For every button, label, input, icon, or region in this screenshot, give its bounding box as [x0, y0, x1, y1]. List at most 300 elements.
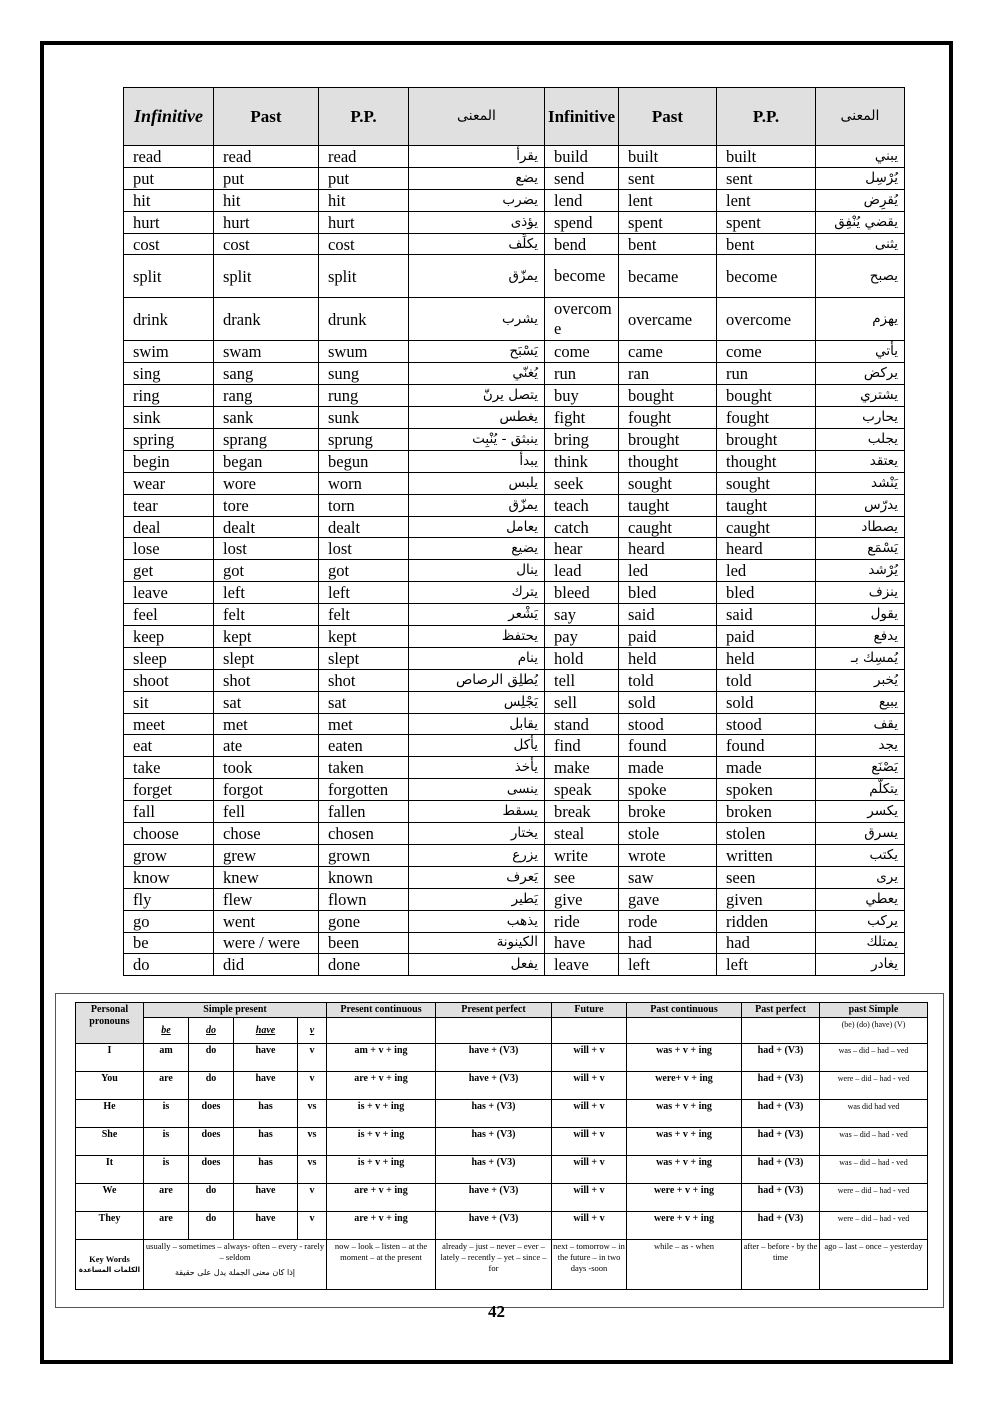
tense-cell: will + v — [552, 1044, 627, 1072]
past-participle-cell: dealt — [319, 516, 409, 538]
meaning-cell: يثنى — [816, 233, 905, 255]
tense-cell: is — [144, 1156, 189, 1184]
tense-cell: will + v — [552, 1128, 627, 1156]
infinitive-cell: choose — [124, 823, 214, 845]
tense-cell: have — [234, 1212, 298, 1240]
sub-v: v — [298, 1018, 327, 1044]
meaning-cell: يَشْعر — [409, 604, 545, 626]
verb-row — [124, 626, 905, 648]
meaning-cell: يمتلك — [816, 932, 905, 954]
page-number: 42 — [488, 1302, 505, 1321]
tense-cell: v — [298, 1184, 327, 1212]
past-participle-cell: torn — [319, 494, 409, 516]
past-participle-cell: sent — [717, 167, 816, 189]
tense-cell: She — [76, 1128, 144, 1156]
meaning-cell: ينال — [409, 560, 545, 582]
meaning-cell: يدرّس — [816, 494, 905, 516]
infinitive-cell: hurt — [124, 211, 214, 233]
infinitive-cell: put — [124, 167, 214, 189]
infinitive-cell: see — [545, 866, 619, 888]
tense-cell: was + v + ing — [627, 1128, 742, 1156]
past-participle-cell: held — [717, 647, 816, 669]
past-cell: sent — [619, 167, 717, 189]
past-participle-cell: come — [717, 341, 816, 363]
past-cell: held — [619, 647, 717, 669]
tense-row — [76, 1100, 928, 1128]
tense-cell: vs — [298, 1128, 327, 1156]
tense-cell: I — [76, 1044, 144, 1072]
past-participle-cell: sat — [319, 691, 409, 713]
infinitive-cell: be — [124, 932, 214, 954]
verb-row — [124, 669, 905, 691]
infinitive-cell: go — [124, 910, 214, 932]
meaning-cell: يبني — [816, 146, 905, 168]
past-cell: bled — [619, 582, 717, 604]
verb-row — [124, 298, 905, 341]
infinitive-cell: give — [545, 888, 619, 910]
past-cell: made — [619, 757, 717, 779]
meaning-cell: يصبح — [816, 255, 905, 298]
past-participle-cell: lost — [319, 538, 409, 560]
tense-cell: has + (V3) — [436, 1156, 552, 1184]
infinitive-cell: grow — [124, 844, 214, 866]
tense-cell: are + v + ing — [327, 1072, 436, 1100]
kw-past-continuous: while – as - when — [627, 1240, 742, 1290]
past-participle-cell: written — [717, 844, 816, 866]
header-past-perfect: Past perfect — [742, 1003, 820, 1018]
past-participle-cell: given — [717, 888, 816, 910]
meaning-cell: يكتب — [816, 844, 905, 866]
meaning-cell: يبدأ — [409, 450, 545, 472]
header-meaning: المعنى — [409, 88, 545, 146]
irregular-verbs-table — [123, 87, 905, 976]
past-cell: got — [214, 560, 319, 582]
key-words-row — [76, 1240, 928, 1290]
past-participle-cell: thought — [717, 450, 816, 472]
header-row — [124, 88, 905, 146]
past-participle-cell: taught — [717, 494, 816, 516]
verb-row — [124, 844, 905, 866]
past-participle-cell: led — [717, 560, 816, 582]
header-simple-present: Simple present — [144, 1003, 327, 1018]
past-participle-cell: flown — [319, 888, 409, 910]
tense-cell: is — [144, 1128, 189, 1156]
infinitive-cell: find — [545, 735, 619, 757]
tense-cell: am — [144, 1044, 189, 1072]
tense-cell: has — [234, 1100, 298, 1128]
past-participle-cell: stood — [717, 713, 816, 735]
infinitive-cell: shoot — [124, 669, 214, 691]
header-past-continuous: Past continuous — [627, 1003, 742, 1018]
meaning-cell: يسرق — [816, 823, 905, 845]
tense-cell: have — [234, 1072, 298, 1100]
past-cell: tore — [214, 494, 319, 516]
tense-cell: were – did – had - ved — [820, 1212, 928, 1240]
infinitive-cell: ring — [124, 385, 214, 407]
infinitive-cell: make — [545, 757, 619, 779]
past-cell: came — [619, 341, 717, 363]
meaning-cell: يتصل يرنّ — [409, 385, 545, 407]
past-cell: stood — [619, 713, 717, 735]
meaning-cell: يفعل — [409, 954, 545, 976]
infinitive-cell: feel — [124, 604, 214, 626]
tense-cell: is + v + ing — [327, 1156, 436, 1184]
verb-row — [124, 866, 905, 888]
header-past: Past — [214, 88, 319, 146]
past-cell: wrote — [619, 844, 717, 866]
past-participle-cell: made — [717, 757, 816, 779]
infinitive-cell: drink — [124, 298, 214, 341]
infinitive-cell: take — [124, 757, 214, 779]
infinitive-cell: bend — [545, 233, 619, 255]
infinitive-cell: catch — [545, 516, 619, 538]
past-participle-cell: eaten — [319, 735, 409, 757]
infinitive-cell: buy — [545, 385, 619, 407]
past-cell: were / were — [214, 932, 319, 954]
meaning-cell: يحتفظ — [409, 626, 545, 648]
past-cell: flew — [214, 888, 319, 910]
verb-row — [124, 713, 905, 735]
verb-row — [124, 888, 905, 910]
past-participle-cell: gone — [319, 910, 409, 932]
verb-row — [124, 363, 905, 385]
verb-row — [124, 233, 905, 255]
meaning-cell: يهزم — [816, 298, 905, 341]
past-participle-cell: shot — [319, 669, 409, 691]
past-cell: bought — [619, 385, 717, 407]
tense-cell: were – did – had - ved — [820, 1072, 928, 1100]
past-cell: went — [214, 910, 319, 932]
meaning-cell: يبيع — [816, 691, 905, 713]
verb-row — [124, 735, 905, 757]
tense-cell: has — [234, 1156, 298, 1184]
past-cell: sought — [619, 472, 717, 494]
infinitive-cell: leave — [124, 582, 214, 604]
past-cell: lost — [214, 538, 319, 560]
past-cell: found — [619, 735, 717, 757]
tense-cell: was + v + ing — [627, 1100, 742, 1128]
sub-do: do — [189, 1018, 234, 1044]
meaning-cell: يغطس — [409, 407, 545, 429]
past-cell: spoke — [619, 779, 717, 801]
infinitive-cell: teach — [545, 494, 619, 516]
past-cell: began — [214, 450, 319, 472]
infinitive-cell: run — [545, 363, 619, 385]
verb-row — [124, 407, 905, 429]
meaning-cell: يقضي يُنْفِق — [816, 211, 905, 233]
meaning-cell: يُغنّي — [409, 363, 545, 385]
past-participle-cell: grown — [319, 844, 409, 866]
past-participle-cell: kept — [319, 626, 409, 648]
infinitive-cell: sink — [124, 407, 214, 429]
verb-row — [124, 932, 905, 954]
tense-cell: He — [76, 1100, 144, 1128]
infinitive-cell: wear — [124, 472, 214, 494]
past-participle-cell: said — [717, 604, 816, 626]
tense-cell: is + v + ing — [327, 1100, 436, 1128]
meaning-cell: يزرع — [409, 844, 545, 866]
infinitive-cell: hit — [124, 189, 214, 211]
past-cell: built — [619, 146, 717, 168]
tense-cell: do — [189, 1072, 234, 1100]
tense-cell: was – did – had – ved — [820, 1044, 928, 1072]
verb-row — [124, 823, 905, 845]
meaning-cell: يركض — [816, 363, 905, 385]
infinitive-cell: split — [124, 255, 214, 298]
meaning-cell: يضرب — [409, 189, 545, 211]
kw-present-continuous: now – look – listen – at the moment – at the present — [327, 1240, 436, 1290]
verb-row — [124, 429, 905, 451]
past-cell: stole — [619, 823, 717, 845]
past-cell: rang — [214, 385, 319, 407]
past-cell: forgot — [214, 779, 319, 801]
past-cell: brought — [619, 429, 717, 451]
past-cell: sang — [214, 363, 319, 385]
infinitive-cell: fight — [545, 407, 619, 429]
tense-cell: were+ v + ing — [627, 1072, 742, 1100]
meaning-cell: يعتقد — [816, 450, 905, 472]
tense-cell: have — [234, 1044, 298, 1072]
header-infinitive-2: Infinitive — [545, 88, 619, 146]
meaning-cell: يشرب — [409, 298, 545, 341]
meaning-cell: يدفع — [816, 626, 905, 648]
tense-cell: was + v + ing — [627, 1044, 742, 1072]
tense-cell: does — [189, 1156, 234, 1184]
past-cell: hit — [214, 189, 319, 211]
past-cell: drank — [214, 298, 319, 341]
infinitive-cell: write — [545, 844, 619, 866]
header-future: Future — [552, 1003, 627, 1018]
tense-cell: was – did – had - ved — [820, 1128, 928, 1156]
past-cell: split — [214, 255, 319, 298]
tense-cell: We — [76, 1184, 144, 1212]
verb-row — [124, 167, 905, 189]
tense-cell: vs — [298, 1100, 327, 1128]
infinitive-cell: become — [545, 255, 619, 298]
meaning-cell: يقف — [816, 713, 905, 735]
meaning-cell: يقول — [816, 604, 905, 626]
tense-row — [76, 1156, 928, 1184]
infinitive-cell: do — [124, 954, 214, 976]
infinitive-cell: keep — [124, 626, 214, 648]
past-participle-cell: sprung — [319, 429, 409, 451]
past-participle-cell: been — [319, 932, 409, 954]
meaning-cell: يَسْبَح — [409, 341, 545, 363]
past-simple-sub: (be) (do) (have) (V) — [820, 1018, 928, 1044]
past-cell: told — [619, 669, 717, 691]
infinitive-cell: spend — [545, 211, 619, 233]
infinitive-cell: meet — [124, 713, 214, 735]
verb-row — [124, 516, 905, 538]
meaning-cell: يشتري — [816, 385, 905, 407]
meaning-cell: ينسى — [409, 779, 545, 801]
tense-cell: have + (V3) — [436, 1072, 552, 1100]
past-cell: dealt — [214, 516, 319, 538]
tense-cell: have — [234, 1184, 298, 1212]
tense-cell: had + (V3) — [742, 1184, 820, 1212]
tense-cell: are — [144, 1184, 189, 1212]
meaning-cell: يأخذ — [409, 757, 545, 779]
tense-cell: is + v + ing — [327, 1128, 436, 1156]
meaning-cell: يضع — [409, 167, 545, 189]
past-participle-cell: put — [319, 167, 409, 189]
meaning-cell: يَطير — [409, 888, 545, 910]
tenses-table — [75, 1002, 928, 1290]
kw-past-perfect: after – before - by the time — [742, 1240, 820, 1290]
tense-cell: do — [189, 1184, 234, 1212]
meaning-cell: يرى — [816, 866, 905, 888]
past-cell: said — [619, 604, 717, 626]
tense-cell: do — [189, 1212, 234, 1240]
verb-row — [124, 211, 905, 233]
verb-row — [124, 146, 905, 168]
meaning-cell: يحارب — [816, 407, 905, 429]
past-participle-cell: felt — [319, 604, 409, 626]
meaning-cell: يجد — [816, 735, 905, 757]
past-cell: cost — [214, 233, 319, 255]
tense-cell: has + (V3) — [436, 1128, 552, 1156]
verb-row — [124, 910, 905, 932]
tense-cell: had + (V3) — [742, 1072, 820, 1100]
meaning-cell: يمزّق — [409, 494, 545, 516]
infinitive-cell: sell — [545, 691, 619, 713]
past-participle-cell: got — [319, 560, 409, 582]
tense-row — [76, 1044, 928, 1072]
meaning-cell: يضيع — [409, 538, 545, 560]
past-participle-cell: swum — [319, 341, 409, 363]
past-cell: gave — [619, 888, 717, 910]
past-participle-cell: broken — [717, 801, 816, 823]
meaning-cell: ينبثق - يُنْبِت — [409, 429, 545, 451]
meaning-cell: يُمسِك بـ — [816, 647, 905, 669]
past-participle-cell: become — [717, 255, 816, 298]
infinitive-cell: know — [124, 866, 214, 888]
past-participle-cell: begun — [319, 450, 409, 472]
header-past-2: Past — [619, 88, 717, 146]
past-cell: put — [214, 167, 319, 189]
header-present-continuous: Present continuous — [327, 1003, 436, 1018]
infinitive-cell: eat — [124, 735, 214, 757]
past-participle-cell: left — [319, 582, 409, 604]
past-participle-cell: lent — [717, 189, 816, 211]
past-cell: fell — [214, 801, 319, 823]
infinitive-cell: swim — [124, 341, 214, 363]
tense-row — [76, 1128, 928, 1156]
past-participle-cell: spoken — [717, 779, 816, 801]
past-participle-cell: spent — [717, 211, 816, 233]
meaning-cell: يعامل — [409, 516, 545, 538]
past-participle-cell: brought — [717, 429, 816, 451]
meaning-cell: يَعرف — [409, 866, 545, 888]
tense-cell: were – did – had - ved — [820, 1184, 928, 1212]
past-participle-cell: sung — [319, 363, 409, 385]
past-cell: paid — [619, 626, 717, 648]
past-cell: shot — [214, 669, 319, 691]
infinitive-cell: come — [545, 341, 619, 363]
infinitive-cell: tell — [545, 669, 619, 691]
infinitive-cell: sit — [124, 691, 214, 713]
header-meaning-2: المعنى — [816, 88, 905, 146]
tense-cell: had + (V3) — [742, 1128, 820, 1156]
infinitive-cell: cost — [124, 233, 214, 255]
infinitive-cell: leave — [545, 954, 619, 976]
meaning-cell: الكينونة — [409, 932, 545, 954]
infinitive-cell: spring — [124, 429, 214, 451]
past-participle-cell: hit — [319, 189, 409, 211]
past-cell: left — [619, 954, 717, 976]
meaning-cell: يلبس — [409, 472, 545, 494]
tense-cell: will + v — [552, 1100, 627, 1128]
verb-row — [124, 757, 905, 779]
tense-cell: You — [76, 1072, 144, 1100]
tense-cell: does — [189, 1100, 234, 1128]
past-cell: rode — [619, 910, 717, 932]
infinitive-cell: ride — [545, 910, 619, 932]
infinitive-cell: hold — [545, 647, 619, 669]
tense-cell: is — [144, 1100, 189, 1128]
header-pp: P.P. — [319, 88, 409, 146]
past-participle-cell: sunk — [319, 407, 409, 429]
meaning-cell: ينزف — [816, 582, 905, 604]
past-cell: had — [619, 932, 717, 954]
past-participle-cell: overcome — [717, 298, 816, 341]
tense-cell: had + (V3) — [742, 1044, 820, 1072]
tense-cell: will + v — [552, 1212, 627, 1240]
tense-cell: have + (V3) — [436, 1212, 552, 1240]
infinitive-cell: stand — [545, 713, 619, 735]
tense-cell: vs — [298, 1156, 327, 1184]
past-cell: bent — [619, 233, 717, 255]
meaning-cell: يركب — [816, 910, 905, 932]
verb-row — [124, 604, 905, 626]
kw-future: next – tomorrow – in the future – in two days -soon — [552, 1240, 627, 1290]
past-participle-cell: bought — [717, 385, 816, 407]
tense-row — [76, 1184, 928, 1212]
past-participle-cell: had — [717, 932, 816, 954]
tense-cell: are + v + ing — [327, 1184, 436, 1212]
kw-past-simple: ago – last – once – yesterday — [820, 1240, 928, 1290]
infinitive-cell: bleed — [545, 582, 619, 604]
tense-row — [76, 1212, 928, 1240]
header-pp-2: P.P. — [717, 88, 816, 146]
past-participle-cell: slept — [319, 647, 409, 669]
meaning-cell: يقابل — [409, 713, 545, 735]
meaning-cell: يَسْمَع — [816, 538, 905, 560]
tense-header-row — [76, 1003, 928, 1018]
past-cell: did — [214, 954, 319, 976]
past-participle-cell: worn — [319, 472, 409, 494]
meaning-cell: يتكلّم — [816, 779, 905, 801]
past-cell: sprang — [214, 429, 319, 451]
verb-row — [124, 560, 905, 582]
past-participle-cell: seen — [717, 866, 816, 888]
past-participle-cell: sold — [717, 691, 816, 713]
infinitive-cell: overcome — [545, 298, 619, 341]
tense-cell: v — [298, 1212, 327, 1240]
verb-row — [124, 954, 905, 976]
infinitive-cell: deal — [124, 516, 214, 538]
infinitive-cell: forget — [124, 779, 214, 801]
tense-cell: does — [189, 1128, 234, 1156]
past-participle-cell: forgotten — [319, 779, 409, 801]
tense-cell: have + (V3) — [436, 1044, 552, 1072]
past-cell: read — [214, 146, 319, 168]
past-cell: thought — [619, 450, 717, 472]
key-words-label: Key Words — [89, 1253, 130, 1264]
verb-row — [124, 385, 905, 407]
past-participle-cell: drunk — [319, 298, 409, 341]
past-cell: felt — [214, 604, 319, 626]
